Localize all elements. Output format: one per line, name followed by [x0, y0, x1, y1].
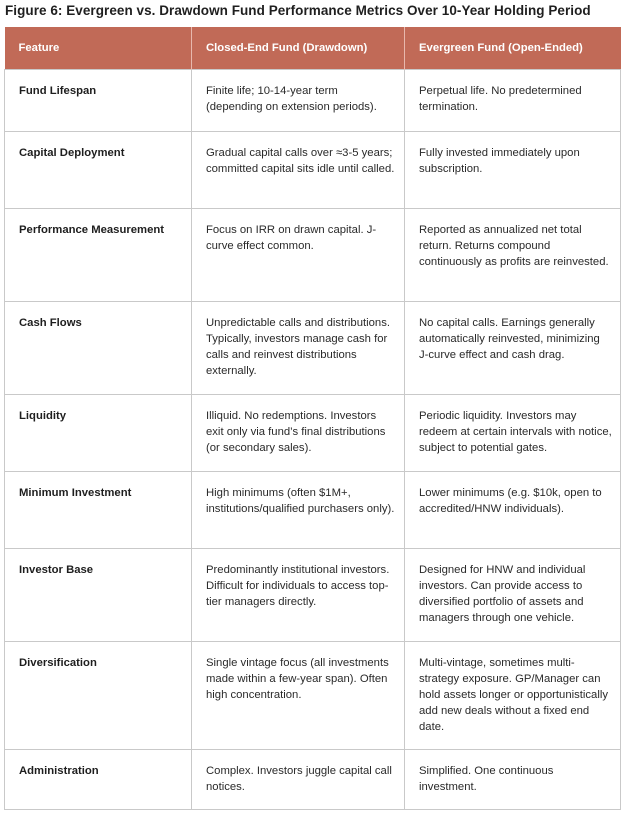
- feature-cell: Investor Base: [5, 549, 192, 642]
- evergreen-cell: Fully invested immediately upon subscription.: [405, 132, 621, 209]
- feature-cell: Fund Lifespan: [5, 70, 192, 132]
- table-row: [5, 472, 621, 549]
- evergreen-cell: Periodic liquidity. Investors may redeem at certain intervals with notice, subject to potential gates.: [405, 395, 621, 472]
- header-feature: Feature: [5, 27, 192, 70]
- table-row: [5, 209, 621, 302]
- evergreen-cell: Lower minimums (e.g. $10k, open to accredited/HNW individuals).: [405, 472, 621, 549]
- evergreen-cell: Perpetual life. No predetermined termination.: [405, 70, 621, 132]
- closed-end-cell: Finite life; 10-14-year term (depending on extension periods).: [192, 70, 405, 132]
- evergreen-cell: Simplified. One continuous investment.: [405, 750, 621, 810]
- evergreen-cell: Reported as annualized net total return. Returns compound continuously as profits are reinvested.: [405, 209, 621, 302]
- header-closed-end-fund: Closed-End Fund (Drawdown): [192, 27, 405, 70]
- evergreen-cell: Multi-vintage, sometimes multi-strategy exposure. GP/Manager can hold assets longer or opportunistically add new deals without a fixed end date.: [405, 642, 621, 750]
- closed-end-cell: Gradual capital calls over ≈3-5 years; committed capital sits idle until called.: [192, 132, 405, 209]
- feature-cell: Minimum Investment: [5, 472, 192, 549]
- table-row: [5, 132, 621, 209]
- table-row: [5, 642, 621, 750]
- table-row: [5, 302, 621, 395]
- closed-end-cell: Unpredictable calls and distributions. Typically, investors manage cash for calls and reinvest distributions externally.: [192, 302, 405, 395]
- evergreen-cell: No capital calls. Earnings generally automatically reinvested, minimizing J-curve effect and cash drag.: [405, 302, 621, 395]
- table-row: [5, 395, 621, 472]
- feature-cell: Administration: [5, 750, 192, 810]
- closed-end-cell: Complex. Investors juggle capital call notices.: [192, 750, 405, 810]
- feature-cell: Diversification: [5, 642, 192, 750]
- closed-end-cell: Predominantly institutional investors. Difficult for individuals to access top-tier managers directly.: [192, 549, 405, 642]
- table-row: [5, 70, 621, 132]
- comparison-table: [4, 27, 621, 810]
- header-evergreen-fund: Evergreen Fund (Open-Ended): [405, 27, 621, 70]
- feature-cell: Cash Flows: [5, 302, 192, 395]
- closed-end-cell: Focus on IRR on drawn capital. J-curve effect common.: [192, 209, 405, 302]
- closed-end-cell: Illiquid. No redemptions. Investors exit only via fund’s final distributions (or secondary sales).: [192, 395, 405, 472]
- table-header-row: [5, 27, 621, 70]
- closed-end-cell: Single vintage focus (all investments made within a few-year span). Often high concentration.: [192, 642, 405, 750]
- feature-cell: Liquidity: [5, 395, 192, 472]
- evergreen-cell: Designed for HNW and individual investors. Can provide access to diversified portfolio of assets and managers through one vehicle.: [405, 549, 621, 642]
- feature-cell: Capital Deployment: [5, 132, 192, 209]
- feature-cell: Performance Measurement: [5, 209, 192, 302]
- table-row: [5, 750, 621, 810]
- figure-title: Figure 6: Evergreen vs. Drawdown Fund Performance Metrics Over 10-Year Holding Period: [5, 3, 591, 18]
- closed-end-cell: High minimums (often $1M+, institutions/qualified purchasers only).: [192, 472, 405, 549]
- table-row: [5, 549, 621, 642]
